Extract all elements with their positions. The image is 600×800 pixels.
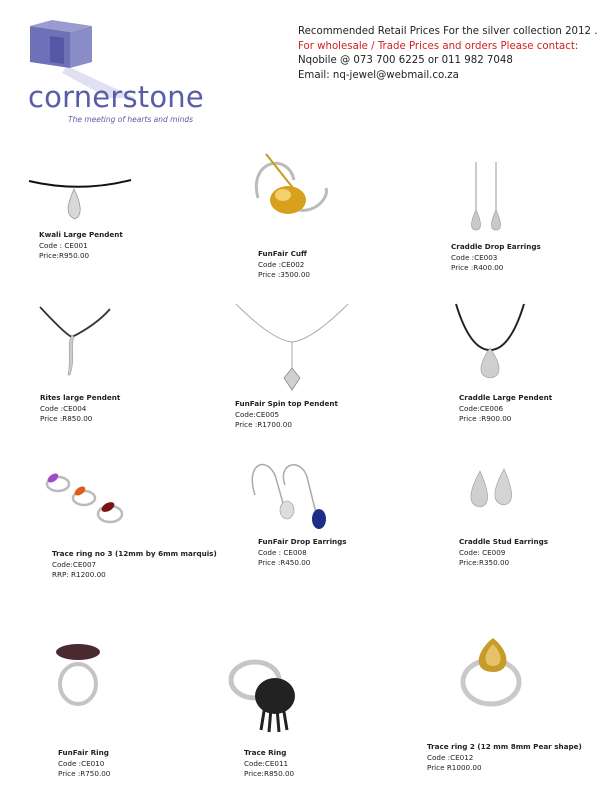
- product-price: Price :R1700.00: [235, 420, 292, 430]
- product-name: Rites large Pendent: [40, 393, 121, 402]
- product-code: Code: CE009: [459, 547, 506, 557]
- product-code: Code :CE002: [258, 259, 305, 269]
- ring-icon: [225, 650, 305, 735]
- pendant-icon: [25, 175, 135, 225]
- product-code: Code:CE006: [459, 403, 504, 413]
- product-name: FunFair Drop Earrings: [258, 537, 347, 546]
- product-code: Code : CE008: [258, 547, 307, 557]
- product-name: Craddle Stud Earrings: [459, 537, 549, 546]
- product-ce011: [244, 748, 294, 780]
- product-code: Code :CE010: [58, 758, 105, 768]
- product-name: Craddle Large Pendent: [459, 393, 553, 402]
- product-ce002: [258, 249, 310, 281]
- product-price: Price :3500.00: [258, 270, 310, 280]
- product-price: Price R1000.00: [427, 763, 482, 773]
- product-code: Code :CE004: [40, 403, 87, 413]
- product-price: Price :R450.00: [258, 558, 311, 568]
- pendant-icon: [450, 300, 530, 385]
- pendant-icon: [232, 300, 352, 395]
- product-ce009: [459, 537, 548, 569]
- ring-icon: [50, 640, 110, 710]
- stud-earrings-icon: [462, 465, 522, 515]
- product-price: Price:R850.00: [244, 769, 295, 779]
- header-contact-email: Email: nq-jewel@webmail.co.za: [298, 69, 459, 81]
- ring-icon: [455, 632, 540, 712]
- product-ce007: [52, 549, 217, 581]
- product-code: Code:CE011: [244, 758, 289, 768]
- header-wholesale-note: For wholesale / Trade Prices and orders Please contact:: [298, 40, 579, 52]
- product-name: FunFair Cuff: [258, 249, 307, 258]
- product-price: Price :R750.00: [58, 769, 111, 779]
- drop-earrings-icon: [462, 160, 512, 235]
- product-ce008: [258, 537, 347, 569]
- product-ce010: [58, 748, 110, 780]
- product-price: Price :R850.00: [40, 414, 93, 424]
- brand-tagline: The meeting of hearts and minds: [68, 115, 193, 124]
- pendant-icon: [36, 305, 116, 380]
- product-price: Price:R350.00: [459, 558, 510, 568]
- brand-name: cornerstone: [28, 80, 204, 114]
- product-price: Price:R950.00: [39, 251, 90, 261]
- product-code: Code : CE001: [39, 240, 88, 250]
- product-code: Code:CE007: [52, 559, 97, 569]
- product-ce004: [40, 393, 120, 425]
- product-price: RRP: R1200.00: [52, 570, 106, 580]
- product-name: Trace ring 2 (12 mm 8mm Pear shape): [427, 742, 582, 751]
- product-ce005: [235, 399, 338, 431]
- product-ce003: [451, 242, 541, 274]
- product-code: Code:CE005: [235, 409, 280, 419]
- header-contact-phone: Nqobile @ 073 700 6225 or 011 982 7048: [298, 55, 513, 66]
- product-name: FunFair Spin top Pendent: [235, 399, 338, 408]
- product-name: Trace ring no 3 (12mm by 6mm marquis): [52, 549, 217, 558]
- product-code: Code :CE003: [451, 252, 498, 262]
- product-price: Price :R400.00: [451, 263, 504, 273]
- product-ce006: [459, 393, 552, 425]
- product-name: Craddle Drop Earrings: [451, 242, 541, 251]
- product-ce012: [427, 742, 582, 774]
- ring-icon: [40, 462, 135, 532]
- header-title: Recommended Retail Prices For the silver collection 2012 .: [298, 26, 598, 37]
- product-price: Price :R900.00: [459, 414, 512, 424]
- product-ce001: [39, 230, 123, 262]
- earrings-icon: [245, 455, 340, 535]
- product-name: Kwali Large Pendent: [39, 230, 123, 239]
- product-code: Code :CE012: [427, 752, 474, 762]
- product-name: Trace Ring: [244, 748, 287, 757]
- product-name: FunFair Ring: [58, 748, 109, 757]
- price-header: [298, 25, 597, 83]
- cuff-icon: [248, 150, 338, 235]
